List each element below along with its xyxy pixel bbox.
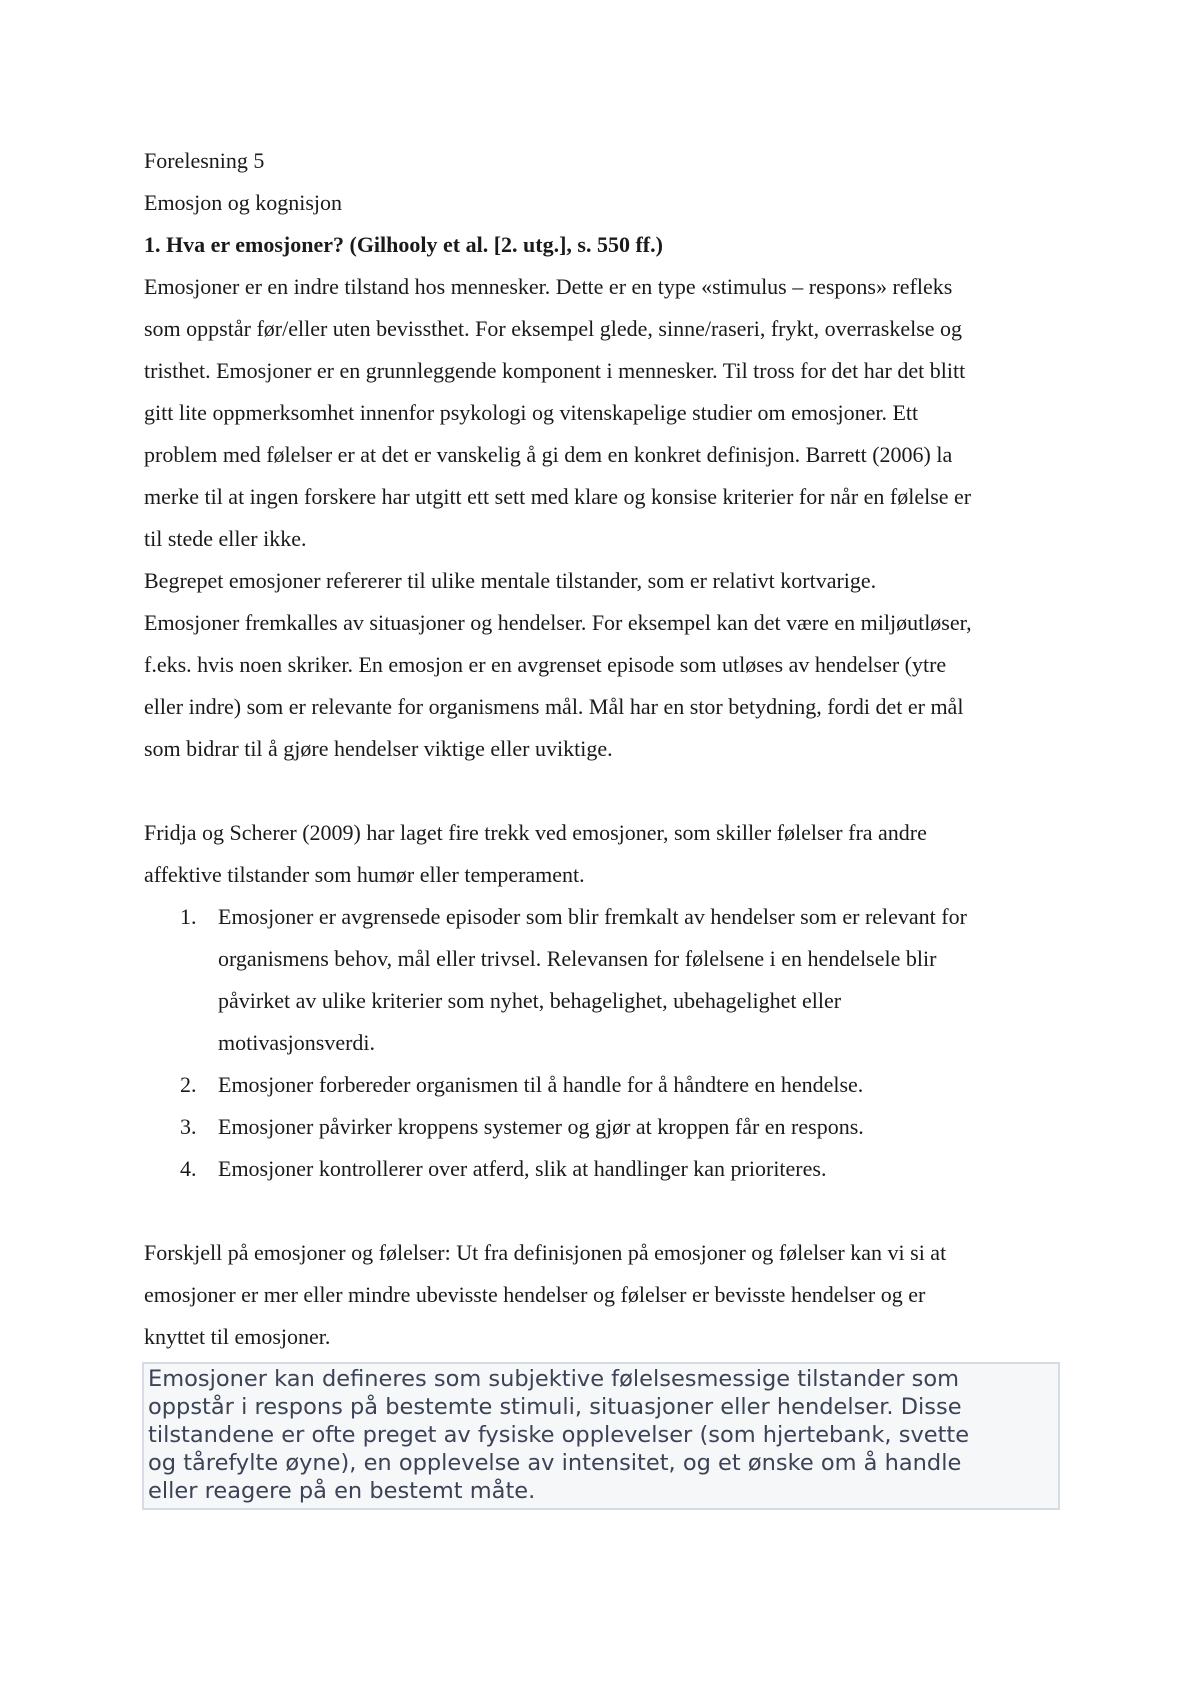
text-line: Forskjell på emosjoner og følelser: Ut fra definisjonen på emosjoner og følelser kan vi si at xyxy=(144,1240,947,1265)
text-line: affektive tilstander som humør eller temperament. xyxy=(144,862,585,887)
lecture-number: Forelesning 5 xyxy=(144,148,265,173)
emotion-features-list xyxy=(144,896,1074,1190)
text-line: eller indre) som er relevante for organismens mål. Mål har en stor betydning, fordi det er mål xyxy=(144,694,964,719)
text-line: Emosjoner påvirker kroppens systemer og gjør at kroppen får en respons. xyxy=(218,1114,864,1139)
blank-line xyxy=(144,1190,1074,1232)
text-line: Fridja og Scherer (2009) har laget fire trekk ved emosjoner, som skiller følelser fra andre xyxy=(144,820,927,845)
paragraph-fridja-scherer xyxy=(144,812,1074,896)
text-line: Begrepet emosjoner refererer til ulike mentale tilstander, som er relativt kortvarige. xyxy=(144,568,877,593)
text-line: motivasjonsverdi. xyxy=(218,1030,376,1055)
list-item xyxy=(144,1064,1074,1106)
callout-line: og tårefylte øyne), en opplevelse av intensitet, og et ønske om å handle xyxy=(148,1450,962,1476)
callout-line: Emosjoner kan defineres som subjektive følelsesmessige tilstander som xyxy=(148,1366,960,1392)
list-number: 1. xyxy=(180,904,197,929)
callout-line: tilstandene er ofte preget av fysiske opplevelser (som hjertebank, svette xyxy=(148,1422,970,1448)
text-line: knyttet til emosjoner. xyxy=(144,1324,331,1349)
text-line: emosjoner er mer eller mindre ubevisste hendelser og følelser er bevisste hendelser og er xyxy=(144,1282,926,1307)
definition-callout-box xyxy=(142,1362,1060,1510)
paragraph-definition xyxy=(144,560,1074,770)
callout-line: oppstår i respons på bestemte stimuli, situasjoner eller hendelser. Disse xyxy=(148,1394,962,1420)
text-line: Emosjoner er avgrensede episoder som blir fremkalt av hendelser som er relevant for xyxy=(218,904,967,929)
text-line: Emosjoner kontrollerer over atferd, slik at handlinger kan prioriteres. xyxy=(218,1156,827,1181)
text-line: påvirket av ulike kriterier som nyhet, behagelighet, ubehagelighet eller xyxy=(218,988,842,1013)
section-heading: 1. Hva er emosjoner? (Gilhooly et al. [2. utg.], s. 550 ff.) xyxy=(144,232,663,257)
text-line: tristhet. Emosjoner er en grunnleggende komponent i mennesker. Til tross for det har det blitt xyxy=(144,358,966,383)
paragraph-intro xyxy=(144,266,1074,560)
blank-line xyxy=(144,770,1074,812)
paragraph-emotions-vs-feelings xyxy=(144,1232,1074,1358)
list-item xyxy=(144,896,1074,1064)
document-body xyxy=(144,140,1074,1510)
list-item xyxy=(144,1148,1074,1190)
text-line: til stede eller ikke. xyxy=(144,526,307,551)
list-number: 2. xyxy=(180,1072,197,1097)
text-line: Emosjoner forbereder organismen til å handle for å håndtere en hendelse. xyxy=(218,1072,864,1097)
list-number: 4. xyxy=(180,1156,197,1181)
text-line: Emosjoner fremkalles av situasjoner og hendelser. For eksempel kan det være en miljøutløser, xyxy=(144,610,972,635)
text-line: Emosjoner er en indre tilstand hos mennesker. Dette er en type «stimulus – respons» refleks xyxy=(144,274,953,299)
list-number: 3. xyxy=(180,1114,197,1139)
text-line: organismens behov, mål eller trivsel. Relevansen for følelsene i en hendelsele blir xyxy=(218,946,937,971)
list-item xyxy=(144,1106,1074,1148)
lecture-subtitle: Emosjon og kognisjon xyxy=(144,190,343,215)
text-line: f.eks. hvis noen skriker. En emosjon er en avgrenset episode som utløses av hendelser (ytre xyxy=(144,652,947,677)
text-line: problem med følelser er at det er vanskelig å gi dem en konkret definisjon. Barrett (2006) la xyxy=(144,442,953,467)
text-line: som oppstår før/eller uten bevissthet. For eksempel glede, sinne/raseri, frykt, overraskelse og xyxy=(144,316,963,341)
text-line: som bidrar til å gjøre hendelser viktige eller uviktige. xyxy=(144,736,613,761)
callout-line: eller reagere på en bestemt måte. xyxy=(148,1478,536,1504)
text-line: merke til at ingen forskere har utgitt ett sett med klare og konsise kriterier for når en følelse er xyxy=(144,484,972,509)
text-line: gitt lite oppmerksomhet innenfor psykologi og vitenskapelige studier om emosjoner. Ett xyxy=(144,400,919,425)
